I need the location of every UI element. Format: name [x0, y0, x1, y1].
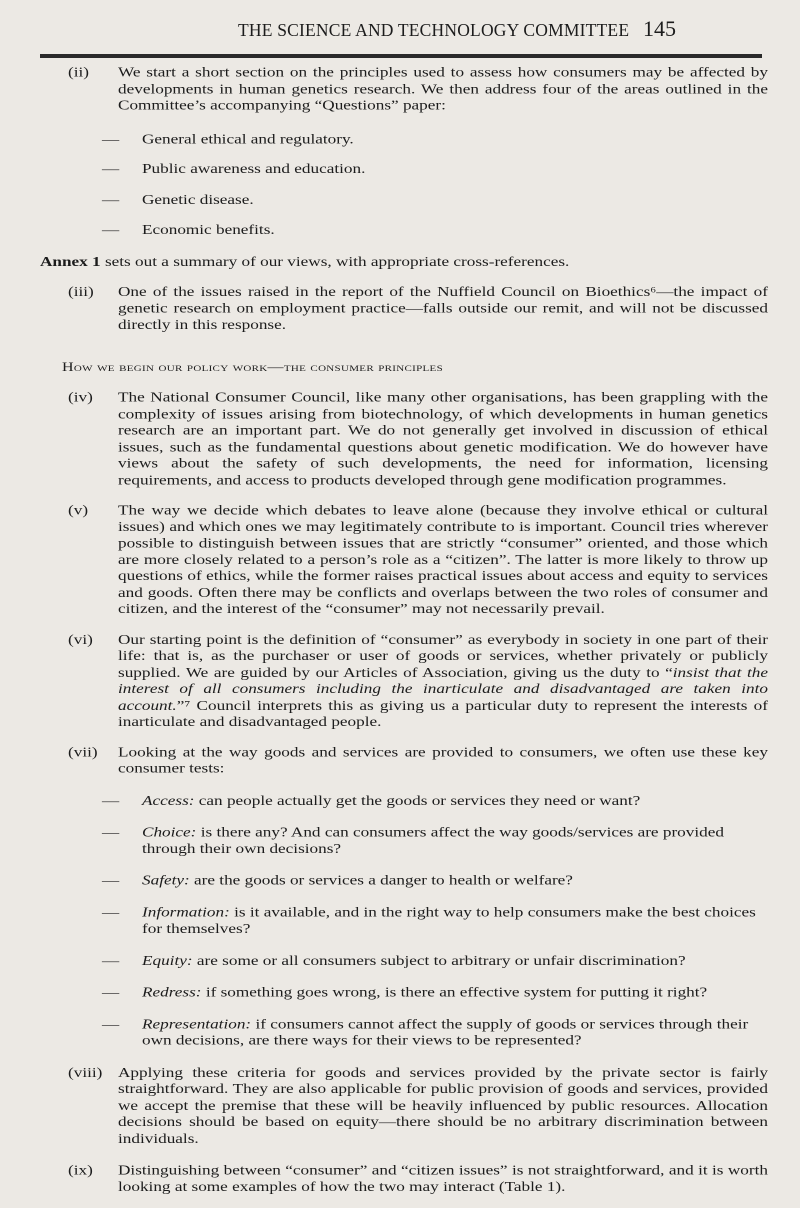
test-term: Safety: [142, 873, 190, 888]
paragraph-number: (ii) [68, 65, 89, 80]
list-item-test-representation [102, 1016, 762, 1049]
list-item-area-4 [102, 222, 762, 238]
test-text: are the goods or services a danger to health or welfare? [189, 873, 573, 888]
paragraph-vii [68, 744, 768, 777]
list-item-text: Public awareness and education. [142, 161, 366, 177]
page-number: 145 [643, 16, 676, 41]
paragraph-number: (iii) [68, 284, 94, 299]
dash: — [102, 131, 120, 147]
header-rule [40, 54, 762, 58]
test-term: Redress: [142, 984, 202, 1000]
dash: — [102, 792, 120, 808]
list-item-text: Economic benefits. [142, 222, 275, 237]
test-term: Equity: [142, 953, 193, 968]
test-text: if something goes wrong, is there an effective system for putting it right? [201, 984, 708, 1000]
dash: — [102, 873, 120, 888]
test-text: is there any? And can consumers affect the way goods/services are provided through their own decisions? [142, 824, 724, 856]
test-term: Representation: [142, 1016, 252, 1032]
dash: — [102, 984, 120, 1000]
dash: — [102, 222, 120, 237]
paragraph-text: The National Consumer Council, like many other organisations, has been grappling with the complexity of issues arising from biotechnology, of which developments in human genetics research are an important part. We do not generally get involved in discussion of ethical issues, such as the fundamental questions about genetic modification. We do however have views about the safety of such developments, the need for information, licensing requirements, and access to products developed through gene modification programmes. [118, 390, 768, 488]
paragraph-number: (ix) [68, 1162, 93, 1178]
paragraph-number: (vii) [68, 744, 98, 760]
paragraph-number: (viii) [68, 1065, 103, 1080]
paragraph-text: We start a short section on the principles used to assess how consumers may be affected by developments in human genetics research. We then address four of the areas outlined in the Committee’s accompanying “Questions” paper: [118, 65, 768, 113]
paragraph-text-a: Our starting point is the definition of “consumer” as everybody in society in one part of their life: that is, as the purchaser or user of goods or services, whether privately or publicly supplied. We are guided by our Articles of Association, giving us the duty to “ [118, 631, 768, 680]
list-item-test-equity [102, 952, 762, 968]
annex-text: sets out a summary of our views, with appropriate cross-references. [100, 254, 570, 269]
paragraph-v [68, 502, 768, 617]
paragraph-vi [68, 631, 768, 730]
paragraph-iii [68, 284, 768, 333]
list-item-area-3 [102, 191, 762, 207]
test-term: Choice: [142, 824, 197, 840]
running-title: THE SCIENCE AND TECHNOLOGY COMMITTEE [238, 20, 630, 40]
dash: — [102, 904, 120, 920]
list-item-test-redress [102, 984, 762, 1000]
test-text: if consumers cannot affect the supply of goods or services through their own decisions, are there ways for their views to be represented? [142, 1016, 749, 1048]
test-term: Information: [142, 904, 230, 920]
articles-quote: insist that the interest of all consumers including the inarticulate and disadvantaged are taken into account. [118, 664, 768, 713]
list-item-text: Genetic disease. [142, 192, 254, 207]
dash: — [102, 824, 120, 840]
dash: — [102, 1016, 120, 1032]
list-item-test-information [102, 904, 762, 937]
list-item-test-choice [102, 824, 762, 857]
dash: — [102, 192, 120, 207]
dash: — [102, 953, 120, 968]
paragraph-number: (v) [68, 502, 89, 518]
paragraph-viii [68, 1064, 768, 1146]
paragraph-ii [68, 64, 768, 113]
paragraph-iv [68, 389, 768, 488]
dash: — [102, 161, 120, 177]
paragraph-text [118, 631, 768, 730]
paragraph-text: The way we decide which debates to leave alone (because they involve ethical or cultural issues) and which ones we may legitimately contribute to is important. Council tries wherever possible to distinguish between issues that are strictly “consumer” oriented, and those which are more closely related to a person’s role as a “citizen”. The latter is more likely to throw up questions of ethics, while the former raises practical issues about access and equity to services and goods. Often there may be conflicts and overlaps between the two roles of consumer and citizen, and the interest of the “consumer” may not necessarily prevail. [118, 502, 768, 617]
paragraph-text: Distinguishing between “consumer” and “citizen issues” is not straightforward, and it is worth looking at some examples of how the two may interact (Table 1). [118, 1162, 768, 1194]
test-text: are some or all consumers subject to arbitrary or unfair discrimination? [192, 953, 686, 968]
list-item-area-1 [102, 131, 762, 147]
paragraph-number: (vi) [68, 631, 93, 647]
list-item-text: General ethical and regulatory. [142, 131, 354, 147]
test-text: can people actually get the goods or services they need or want? [194, 792, 641, 808]
test-term: Access: [142, 792, 195, 808]
annex-note [40, 253, 760, 269]
paragraph-number: (iv) [68, 390, 93, 405]
paragraph-text: One of the issues raised in the report of the Nuffield Council on Bioethics⁶—the impact of genetic research on employment practice—falls outside our remit, and will not be discussed directly in this response. [118, 284, 768, 332]
list-item-test-access [102, 792, 762, 808]
list-item-area-2 [102, 161, 762, 177]
paragraph-text: Looking at the way goods and services are provided to consumers, we often use these key consumer tests: [118, 744, 768, 776]
annex-label: Annex 1 [40, 254, 101, 269]
section-heading: How we begin our policy work—the consumer principles [62, 360, 443, 374]
paragraph-text: Applying these criteria for goods and services provided by the private sector is fairly straightforward. They are also applicable for public provision of goods and services, provided we accept the premise that these will be heavily influenced by public resources. Allocation decisions should be based on equity—there should be no arbitrary discrimination between individuals. [118, 1065, 768, 1146]
paragraph-text-b: ”⁷ Council interprets this as giving us a particular duty to represent the interests of inarticulate and disadvantaged people. [118, 697, 768, 729]
test-text: is it available, and in the right way to help consumers make the best choices for themselves? [142, 904, 756, 936]
page-header [0, 18, 800, 48]
paragraph-ix [68, 1162, 768, 1195]
list-item-test-safety [102, 872, 762, 888]
